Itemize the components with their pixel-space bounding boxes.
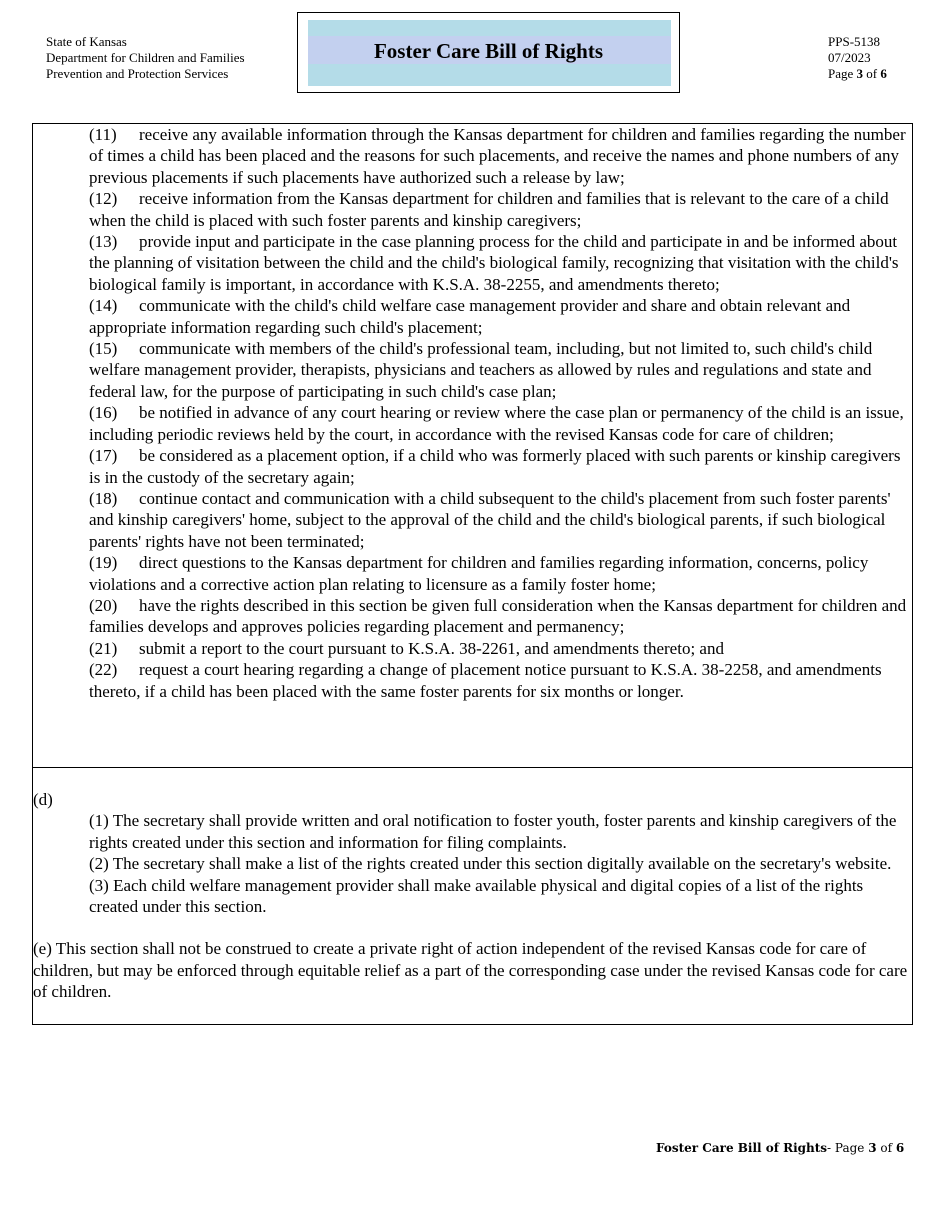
- item-number: (11): [89, 125, 117, 144]
- item-text: receive any available information through the Kansas department for children and families regarding the number of times a child has been placed and the reasons for such placements, and receive the names and phone numbers of any previous placements if such placements have authorized such a release by law;: [89, 125, 906, 187]
- agency-department: Department for Children and Families: [46, 50, 245, 65]
- item-text: have the rights described in this section be given full consideration when the Kansas department for children and families develops and approves policies regarding placement and permanency;: [89, 595, 907, 637]
- agency-header: [46, 34, 245, 82]
- list-item: [89, 552, 912, 595]
- section-d-label: (d): [33, 790, 53, 809]
- list-item: [89, 338, 912, 402]
- item-number: (12): [89, 189, 118, 209]
- footer-suffix: - Page: [827, 1141, 869, 1155]
- form-number: PPS-5138: [828, 34, 881, 49]
- section-d-list: [33, 810, 912, 917]
- rights-list: [33, 124, 912, 702]
- item-number: (18): [89, 488, 118, 508]
- page-title: Foster Care Bill of Rights: [373, 39, 604, 63]
- list-item: (1) The secretary shall provide written and oral notification to foster youth, foster parents and kinship caregivers of the rights created under this section and information for filing complaints.: [89, 811, 897, 852]
- list-item: [89, 295, 912, 338]
- list-item: [89, 595, 912, 638]
- list-item: [89, 124, 912, 188]
- title-box: [297, 12, 680, 93]
- list-item: [89, 188, 912, 231]
- page-indicator: [828, 66, 887, 82]
- footer-page-total: 6: [895, 1141, 905, 1155]
- item-text: provide input and participate in the case planning process for the child and participate in and be informed about the planning of visitation between the child and the child's biological family, recognizing that visitation with the child's biological family is important, in accordance with K.S.A. 38-2255, and amendments thereto;: [89, 232, 899, 294]
- list-item: [89, 445, 912, 488]
- agency-division: Prevention and Protection Services: [46, 66, 229, 81]
- list-item: [89, 488, 912, 552]
- item-text: communicate with the child's child welfare case management provider and share and obtain relevant and appropriate information regarding such child's placement;: [89, 296, 851, 337]
- page-label: Page: [828, 66, 854, 81]
- list-item: (3) Each child welfare management provider shall make available physical and digital copies of a list of the rights created under this section.: [89, 875, 864, 917]
- item-number: (21): [89, 638, 118, 658]
- footer-page-current: 3: [868, 1141, 877, 1155]
- item-number: (16): [89, 403, 118, 423]
- item-text: communicate with members of the child's professional team, including, but not limited to, such child's child welfare management provider, therapists, physicians and teachers as allowed by rules and regulations and state and federal law, for the purpose of participating in such child's case plan;: [89, 339, 873, 401]
- page-total: 6: [880, 66, 887, 81]
- form-info: [828, 34, 887, 82]
- page-of: of: [866, 66, 878, 81]
- item-number: (15): [89, 339, 118, 359]
- item-text: submit a report to the court pursuant to K.S.A. 38-2261, and amendments thereto; and: [139, 638, 724, 658]
- page-footer: [656, 1141, 904, 1155]
- item-text: receive information from the Kansas department for children and families that is relevant to the care of a child when the child is placed with such foster parents and kinship caregivers;: [89, 189, 889, 230]
- list-item: [89, 231, 912, 295]
- notification-box: [32, 767, 913, 1025]
- item-text: direct questions to the Kansas department for children and families regarding information, concerns, policy violations and a corrective action plan relating to licensure as a family foster home;: [89, 553, 869, 594]
- list-item: [89, 659, 912, 702]
- section-e-paragraph: (e) This section shall not be construed to create a private right of action independent of the revised Kansas code for care of children, but may be enforced through equitable relief as a part of the corresponding case under the revised Kansas code for care of children.: [33, 939, 908, 1002]
- item-number: (19): [89, 553, 118, 573]
- item-number: (17): [89, 446, 118, 466]
- item-number: (20): [89, 595, 118, 615]
- item-number: (13): [89, 232, 118, 252]
- item-text: be considered as a placement option, if a child who was formerly placed with such parents or kinship caregivers is in the custody of the secretary again;: [89, 446, 901, 487]
- item-number: (14): [89, 296, 118, 316]
- list-item: [89, 402, 912, 445]
- item-text: be notified in advance of any court hearing or review where the case plan or permanency of the child is an issue, including periodic reviews held by the court, in accordance with the revised Kansas code for care of children;: [89, 403, 904, 444]
- footer-page-of: of: [876, 1141, 896, 1155]
- rights-list-box: [32, 123, 913, 768]
- footer-title: Foster Care Bill of Rights: [656, 1141, 828, 1155]
- item-text: continue contact and communication with a child subsequent to the child's placement from such foster parents' and kinship caregivers' home, subject to the approval of the child and the child's biological parents, if such biological parents' rights have not been terminated;: [89, 488, 891, 551]
- form-date: 07/2023: [828, 50, 871, 65]
- item-text: request a court hearing regarding a change of placement notice pursuant to K.S.A. 38-2258, and amendments thereto, if a child has been placed with the same foster parents for six months or longer.: [89, 660, 882, 701]
- agency-state: State of Kansas: [46, 34, 127, 49]
- list-item: (2) The secretary shall make a list of the rights created under this section digitally available on the secretary's website.: [89, 854, 892, 874]
- list-item: [89, 638, 912, 659]
- page-current: 3: [856, 66, 864, 81]
- item-number: (22): [89, 660, 118, 680]
